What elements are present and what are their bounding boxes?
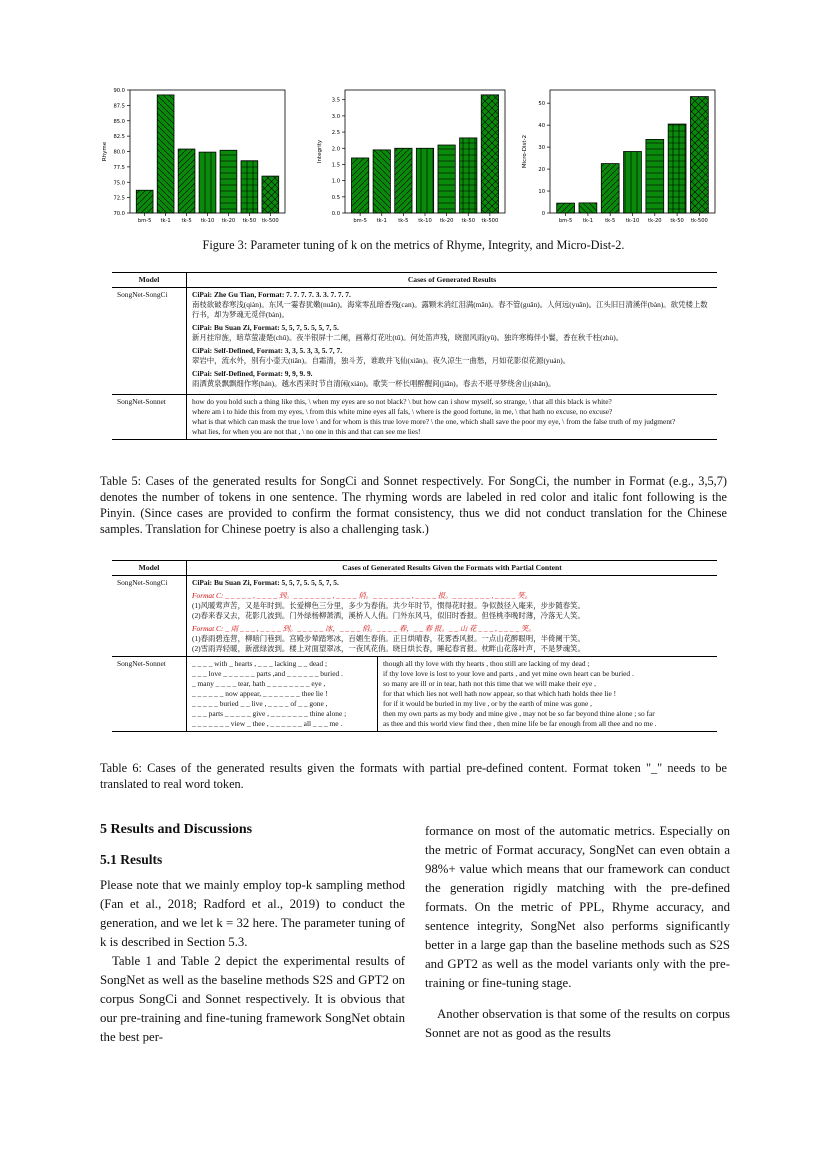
figure-3-charts — [100, 80, 720, 230]
format-line: _ many _ _ _ _ tear, hath _ _ _ _ _ _ _ _ eye , — [192, 679, 326, 688]
y-tick-label: 3.0 — [331, 113, 340, 120]
x-tick-label: tk-1 — [376, 218, 387, 224]
bar — [668, 124, 686, 213]
bar — [157, 95, 174, 213]
x-tick-label: tk-50 — [670, 218, 684, 224]
subsection-heading: 5.1 Results — [100, 852, 163, 867]
x-tick-label: tk-20 — [648, 218, 662, 224]
right-column — [425, 822, 730, 1043]
y-tick-label: 1.5 — [331, 162, 340, 169]
y-tick-label: 40 — [538, 123, 545, 130]
bar — [438, 145, 455, 213]
y-tick-label: 80.0 — [113, 149, 125, 156]
format-line: _ _ _ _ _ _ now appear, _ _ _ _ _ _ _ thee lie ! — [192, 689, 328, 698]
bar — [373, 150, 390, 213]
x-tick-label: tk-500 — [481, 218, 499, 224]
bar — [416, 148, 433, 213]
output-line: if thy love love is lost to your love and parts , and yet mine own heart can be buried . — [383, 669, 634, 678]
case-meta: CiPai: Self-Defined, Format: 3, 3, 5. 3, 3, 5. 7, 7. — [192, 346, 343, 355]
format-template: Format C: _ 雨 _ _ _ , _ _ _ _ 到。_ _ _ _ _ 冰，_ _ _ _ 俏。_ _ _ _ 春，_ _ 春 报。_ _ 山 花 _ _ _ , _ _ _ _ 笑。 — [192, 624, 536, 633]
bar — [351, 158, 368, 213]
bar — [220, 150, 237, 213]
sonnet-line: what lies, for when you are not that , \ no one in this and that can see me lies! — [192, 427, 421, 436]
x-tick-label: tk-20 — [221, 218, 236, 224]
y-tick-label: 75.0 — [113, 180, 125, 187]
model-name: SongNet-Sonnet — [112, 657, 187, 732]
x-tick-label: tk-5 — [181, 218, 192, 224]
y-axis-label: Integrity — [317, 139, 323, 164]
sonnet-line: what is that which can mask the true love \ and for whom is this true love more? \ the one, which shall save the poor my eye, \ from the false truth of my judgment? — [192, 417, 676, 426]
bar — [601, 164, 619, 213]
sonnet-format — [187, 657, 378, 732]
x-tick-label: tk-50 — [242, 218, 257, 224]
case — [192, 346, 712, 366]
x-tick-label: tk-5 — [605, 218, 616, 224]
x-tick-label: bm-5 — [137, 218, 152, 224]
x-tick-label: bm-5 — [353, 218, 367, 224]
y-tick-label: 87.5 — [113, 103, 125, 110]
case-meta: CiPai: Bu Suan Zi, Format: 5, 5, 7, 5. 5, 5, 7, 5. — [192, 323, 339, 332]
x-tick-label: tk-10 — [418, 218, 432, 224]
paragraph: formance on most of the automatic metrics. Especially on the metric of Format accuracy, SongNet can even obtain a 98%+ value which means that our framework can conduct the generation rigidly matching with the pre-defined formats. On the metric of PPL, Rhyme accuracy, and sentence integrity, SongNet also performs significantly better in a large gap than the baseline methods such as S2S and GPT2 as well as the model variants only with the pre-training or fine-tuning stage. — [425, 824, 730, 990]
y-tick-label: 10 — [538, 189, 545, 196]
y-axis-label: Rhyme — [102, 141, 108, 162]
output-line: for that which lies not well hath now appear, so that which hath holds thee lie ! — [383, 689, 617, 698]
table-6 — [112, 560, 717, 732]
case — [192, 290, 712, 320]
y-tick-label: 0.0 — [331, 211, 340, 217]
paragraph: Another observation is that some of the results on corpus Sonnet are not as good as the results — [425, 1007, 730, 1040]
case — [192, 323, 712, 343]
x-tick-label: tk-20 — [439, 218, 454, 224]
paragraph: Table 1 and Table 2 depict the experimental results of SongNet as well as the baseline methods S2S and GPT2 on corpus SongCi and Sonnet respectively. It is obvious that our pre-training and fine-tuning framework SongNet obtain the best per- — [100, 954, 405, 1044]
bar — [395, 148, 412, 213]
output-line: though all thy love with thy hearts , thou still are lacking of my dead ; — [383, 659, 590, 668]
table-6-caption: Table 6: Cases of the generated results given the formats with partial pre-defined content. Format token "_" needs to be translated to real word token. — [100, 761, 727, 791]
x-tick-label: tk-1 — [160, 218, 171, 224]
y-tick-label: 0.5 — [331, 194, 340, 201]
songci-partial-cases — [187, 576, 718, 657]
y-tick-label: 50 — [538, 101, 545, 108]
output-line: as thee and this world view find thee , then mine life be far enough from all thee and no me . — [383, 719, 657, 728]
paragraph: Please note that we mainly employ top-k sampling method (Fan et al., 2018; Radford et al., 2019) to conduct the generation, and we let k = 32 here. The parameter tuning of k is described in Section 5.3. — [100, 878, 405, 949]
y-tick-label: 30 — [538, 145, 545, 152]
format-template: Format C: _ _ _ _ _ , _ _ _ _ 到。_ _ _ _ _ _ _ , _ _ _ _ 俏。_ _ _ _ _ _ _ , _ _ _ _ 报。_ _ _ _ _ _ _ , _ _ _ _ 笑。 — [192, 591, 532, 600]
case-text: 新月挂帘旌，暗草萤凄楚(chǔ)。夜半银屏十二阑，画幕灯花吐(tǔ)。何处笛声残，晓窗风雨(yǔ)。独许寒梅伴小鬟，香在秋千柱(zhù)。 — [192, 333, 624, 342]
bar — [262, 176, 279, 213]
bar — [241, 161, 258, 213]
section-heading: 5 Results and Discussions — [100, 822, 253, 837]
x-tick-label: tk-500 — [690, 218, 708, 224]
bar — [460, 138, 477, 213]
y-tick-label: 82.5 — [113, 134, 125, 141]
case-text: (1)风暖莺声苦，又是年时到。长爱柳色三分里，多少为春俏。共少年时节，惯得花时报。争似鼓径入庵来，步步随春笑。 — [192, 601, 585, 610]
x-tick-label: tk-10 — [625, 218, 640, 224]
bar — [646, 139, 664, 213]
case-text: 雨洒黄泉飘飘细作寒(hán)。越水西来时节自清闲(xián)。歌笑一杯长唱醉醒间(jiān)。春去不堪寻梦绕舍山(shān)。 — [192, 379, 556, 388]
case-text: (2)雪雨弄轻暖，新涨绿波到。楼上对面望翠冰，一夜风花俏。晓日烘长春，睡起春宵报。枕畔山花落叶声，不是梦魂笑。 — [192, 644, 585, 653]
format-line: _ _ _ love _ _ _ _ _ _ parts ,and _ _ _ _ _ _ buried . — [192, 669, 343, 678]
case-text: 南枝欲破春寒浅(qiàn)。东风一霎春犹嫩(nuǎn)。海棠零乱暗香残(can)。露颗未消红泪满(mǎn)。春不管(guǎn)。人何远(yuǎn)。江头旧日清溪伴(bàn)。欲凭楼上数行书，却为梦魂无觅伴(bàn)。 — [192, 300, 708, 319]
case-meta: CiPai: Self-Defined, Format: 9, 9, 9. 9. — [192, 369, 313, 378]
sonnet-output — [378, 657, 718, 732]
case-meta: CiPai: Zhe Gu Tian, Format: 7. 7. 7. 7. 3. 3. 7. 7. 7. — [192, 290, 351, 299]
table-header-cases: Cases of Generated Results Given the Formats with Partial Content — [187, 561, 718, 576]
y-tick-label: 2.0 — [331, 146, 340, 153]
y-tick-label: 70.0 — [113, 211, 125, 217]
y-tick-label: 20 — [538, 167, 545, 174]
x-tick-label: bm-5 — [558, 218, 573, 224]
case-text: (1)春雨碧连营，柳暗门巷到。宫殿步辇踏寒冰，百媚生春俏。正日烘晴春，花雾香风报。一点山花醉眼明，半倚阑干笑。 — [192, 634, 585, 643]
y-tick-label: 90.0 — [113, 88, 125, 94]
table-header-cases: Cases of Generated Results — [187, 273, 718, 288]
sonnet-line: where am i to hide this from my eyes, \ from this white mine eyes all fals, \ where is the good fortune, in me, \ that hath no excuse, no excuse? — [192, 407, 613, 416]
table-header-model: Model — [112, 273, 187, 288]
y-tick-label: 1.0 — [331, 178, 340, 185]
y-tick-label: 85.0 — [113, 118, 125, 125]
table-5-caption: Table 5: Cases of the generated results for SongCi and Sonnet respectively. For SongCi, the number in Format (e.g., 3,5,7) denotes the number of tokens in one sentence. The rhyming words are labeled in red color and italic font following is the Pinyin. (Since cases are provided to confirm the format consistency, thus we did not conduct translation for the Chinese samples. Translation for Chinese poetry is also a challenging task.) — [100, 474, 727, 536]
y-tick-label: 0 — [541, 211, 545, 217]
y-tick-label: 72.5 — [113, 195, 125, 202]
format-line: _ _ _ _ _ buried _ _ live , _ _ _ _ of _ _ gone , — [192, 699, 328, 708]
x-tick-label: tk-5 — [398, 218, 409, 224]
model-name: SongNet-SongCi — [112, 576, 187, 657]
format-line: _ _ _ parts _ _ _ _ _ give , _ _ _ _ _ _ _ thine alone ; — [192, 709, 347, 718]
bar — [136, 190, 153, 213]
model-name: SongNet-SongCi — [112, 288, 187, 395]
table-5 — [112, 272, 717, 440]
bar — [481, 95, 498, 213]
figure-3-caption: Figure 3: Parameter tuning of k on the metrics of Rhyme, Integrity, and Micro-Dist-2. — [202, 238, 625, 252]
x-tick-label: tk-50 — [461, 218, 476, 224]
y-tick-label: 77.5 — [113, 164, 125, 171]
case-text: (2)春来春又去，花影几波到。门外绿杨柳萧洒，溪桥人人俏。门外东风马，似旧时香报。但怪桃李晚时薄，冷落无人笑。 — [192, 611, 585, 620]
format-line: _ _ _ _ _ _ _ view _ thee , _ _ _ _ _ _ all _ _ _ me . — [192, 719, 343, 728]
output-line: so many are ill or in tear, hath not this time that we will make their eye , — [383, 679, 596, 688]
songci-cases — [187, 288, 718, 395]
bar — [690, 97, 708, 213]
bar — [624, 152, 642, 214]
case-meta: CiPai: Bu Suan Zi, Format: 5, 5, 7, 5. 5, 5, 7, 5. — [192, 578, 339, 587]
x-tick-label: tk-10 — [200, 218, 215, 224]
sonnet-line: how do you hold such a thing like this, \ when my eyes are so not black? \ but how can i show myself, so strange, \ that all this black is white? — [192, 397, 612, 406]
sonnet-cases — [187, 395, 718, 440]
case — [192, 369, 712, 389]
bar — [579, 203, 597, 213]
model-name: SongNet-Sonnet — [112, 395, 187, 440]
output-line: for if it would be buried in my live , or by the earth of mine was gone , — [383, 699, 592, 708]
bar — [199, 152, 216, 213]
bar — [178, 149, 195, 213]
figure-3 — [100, 80, 720, 230]
y-tick-label: 2.5 — [331, 130, 340, 137]
bar — [557, 203, 575, 213]
y-tick-label: 3.5 — [331, 97, 340, 104]
x-tick-label: tk-500 — [261, 218, 279, 224]
case-text: 翠岩中，流水外，别有小壶天(tiān)。自霜清，独斗芳，谁敢并飞仙(xiān)。夜久凉生一曲愁，月如花影似花源(yuán)。 — [192, 356, 571, 365]
format-line: _ _ _ _ with _ hearts , _ _ _ lacking _ _ dead ; — [192, 659, 328, 668]
x-tick-label: tk-1 — [582, 218, 594, 224]
y-axis-label: Micro-Dist-2 — [522, 134, 528, 169]
table-header-model: Model — [112, 561, 187, 576]
output-line: then my own parts as my body and mine give , may not be so far beyond thine alone ; so far — [383, 709, 655, 718]
left-column — [100, 822, 405, 1047]
